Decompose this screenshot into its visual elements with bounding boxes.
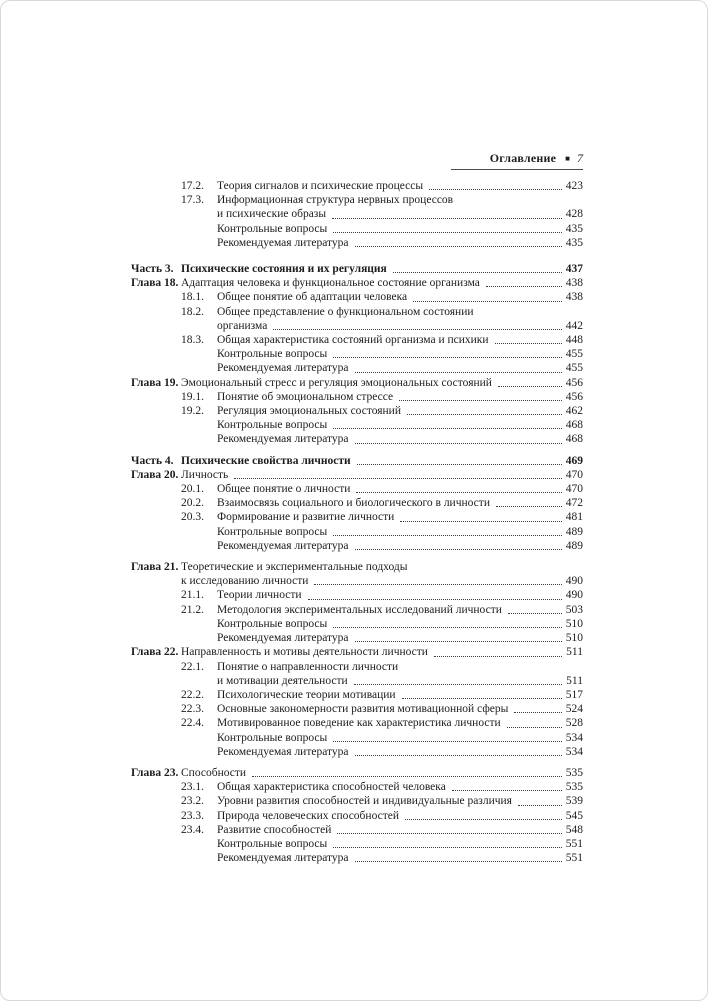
entry-label: 18.3. bbox=[181, 334, 204, 347]
dot-leader bbox=[495, 343, 562, 344]
dot-leader bbox=[429, 189, 562, 190]
toc-entry-section bbox=[131, 780, 583, 794]
toc-line bbox=[181, 207, 583, 221]
entry-page-number: 435 bbox=[565, 236, 583, 249]
toc-line bbox=[131, 376, 583, 390]
toc-line bbox=[181, 809, 583, 823]
toc-line bbox=[131, 645, 583, 659]
entry-page-number: 535 bbox=[565, 766, 583, 779]
entry-title: Контрольные вопросы bbox=[217, 419, 328, 432]
entry-page-number: 511 bbox=[566, 646, 583, 659]
toc-entry-extra bbox=[131, 837, 583, 851]
entry-label: 19.1. bbox=[181, 390, 204, 403]
entry-title: Регуляция эмоциональных состояний bbox=[217, 405, 401, 418]
entry-page-number: 470 bbox=[565, 468, 583, 481]
entry-page-number: 524 bbox=[565, 703, 583, 716]
entry-title: Общее представление о функциональном состоянии bbox=[217, 305, 474, 318]
toc-line bbox=[217, 525, 583, 539]
entry-page-number: 551 bbox=[565, 852, 583, 865]
toc-entry-section bbox=[131, 496, 583, 510]
entry-page-number: 489 bbox=[565, 525, 583, 538]
entry-title: Понятие об эмоциональном стрессе bbox=[217, 390, 394, 403]
toc-line bbox=[181, 603, 583, 617]
toc-line bbox=[131, 262, 583, 276]
toc-line bbox=[217, 851, 583, 865]
entry-label: 21.1. bbox=[181, 589, 204, 602]
entry-label: 22.4. bbox=[181, 717, 204, 730]
entry-label: 20.2. bbox=[181, 497, 204, 510]
entry-page-number: 456 bbox=[565, 376, 583, 389]
entry-page-number: 489 bbox=[565, 539, 583, 552]
entry-title: Контрольные вопросы bbox=[217, 731, 328, 744]
dot-leader bbox=[355, 246, 562, 247]
dot-leader bbox=[308, 599, 562, 600]
toc-line bbox=[181, 390, 583, 404]
entry-title: Основные закономерности развития мотивационной сферы bbox=[217, 703, 509, 716]
entry-label: 22.3. bbox=[181, 703, 204, 716]
entry-label: 22.2. bbox=[181, 688, 204, 701]
toc-entry-extra bbox=[131, 745, 583, 759]
toc-entry-section bbox=[131, 660, 583, 688]
dot-leader bbox=[333, 428, 562, 429]
dot-leader bbox=[399, 400, 562, 401]
entry-label: Глава 23. bbox=[131, 766, 179, 779]
dot-leader bbox=[333, 357, 562, 358]
toc-line bbox=[181, 660, 583, 674]
toc-entry-section bbox=[131, 305, 583, 333]
toc-entry-extra bbox=[131, 222, 583, 236]
toc-entry-section bbox=[131, 823, 583, 837]
entry-title: Общее понятие о личности bbox=[217, 483, 351, 496]
toc-line bbox=[217, 222, 583, 236]
entry-page-number: 548 bbox=[565, 823, 583, 836]
toc-entry-section bbox=[131, 510, 583, 524]
dot-leader bbox=[333, 232, 562, 233]
toc-entry-extra bbox=[131, 361, 583, 375]
entry-page-number: 539 bbox=[565, 795, 583, 808]
toc-line bbox=[181, 674, 583, 688]
entry-label: Часть 3. bbox=[131, 263, 174, 276]
entry-title: Рекомендуемая литература bbox=[217, 852, 349, 865]
toc-line bbox=[181, 823, 583, 837]
entry-label: Глава 21. bbox=[131, 561, 179, 574]
toc-entry-section bbox=[131, 603, 583, 617]
entry-title: организма bbox=[217, 319, 268, 332]
toc-line bbox=[131, 574, 583, 588]
toc-line bbox=[131, 560, 583, 574]
toc-line bbox=[181, 290, 583, 304]
toc-line bbox=[217, 539, 583, 553]
entry-label: 20.1. bbox=[181, 483, 204, 496]
entry-title: Личность bbox=[181, 468, 229, 481]
toc-entry-section bbox=[131, 193, 583, 221]
entry-title: Теории личности bbox=[217, 589, 302, 602]
entry-label: 17.3. bbox=[181, 194, 204, 207]
toc-line bbox=[217, 347, 583, 361]
entry-page-number: 490 bbox=[565, 589, 583, 602]
dot-leader bbox=[413, 301, 562, 302]
dot-leader bbox=[355, 443, 562, 444]
toc-entry-section bbox=[131, 588, 583, 602]
entry-title: Контрольные вопросы bbox=[217, 348, 328, 361]
toc-entry-extra bbox=[131, 418, 583, 432]
toc-line bbox=[181, 496, 583, 510]
toc-entry-chapter bbox=[131, 560, 583, 588]
dot-leader bbox=[333, 627, 562, 628]
entry-page-number: 551 bbox=[565, 837, 583, 850]
header-page-number: 7 bbox=[577, 151, 583, 165]
toc-line bbox=[131, 276, 583, 290]
entry-label: 17.2. bbox=[181, 180, 204, 192]
dot-leader bbox=[252, 776, 562, 777]
entry-title: Теория сигналов и психические процессы bbox=[217, 180, 424, 192]
entry-page-number: 423 bbox=[565, 180, 583, 192]
dot-leader bbox=[355, 641, 562, 642]
entry-label: 21.2. bbox=[181, 603, 204, 616]
entry-title: Понятие о направленности личности bbox=[217, 660, 399, 673]
toc-line bbox=[181, 510, 583, 524]
dot-leader bbox=[333, 741, 562, 742]
entry-label: 23.3. bbox=[181, 809, 204, 822]
entry-label: 18.2. bbox=[181, 305, 204, 318]
toc-line bbox=[217, 418, 583, 432]
dot-leader bbox=[393, 272, 562, 273]
entry-title: Теоретические и экспериментальные подходы bbox=[181, 561, 408, 574]
toc-line bbox=[131, 468, 583, 482]
entry-label: Глава 18. bbox=[131, 277, 179, 290]
entry-title: Рекомендуемая литература bbox=[217, 539, 349, 552]
dot-leader bbox=[405, 819, 562, 820]
entry-title: Уровни развития способностей и индивидуальные различия bbox=[217, 795, 512, 808]
dot-leader bbox=[434, 656, 562, 657]
entry-title: и психические образы bbox=[217, 208, 327, 221]
toc-entry-extra bbox=[131, 731, 583, 745]
toc-entry-section bbox=[131, 390, 583, 404]
entry-page-number: 503 bbox=[565, 603, 583, 616]
entry-page-number: 448 bbox=[565, 334, 583, 347]
dot-leader bbox=[314, 584, 561, 585]
entry-title: Рекомендуемая литература bbox=[217, 433, 349, 446]
entry-title: Адаптация человека и функциональное состояние организма bbox=[181, 277, 480, 290]
dot-leader bbox=[234, 478, 561, 479]
header-title: Оглавление bbox=[489, 151, 557, 165]
entry-title: Эмоциональный стресс и регуляция эмоциональных состояний bbox=[181, 376, 492, 389]
entry-title: Контрольные вопросы bbox=[217, 525, 328, 538]
entry-label: 22.1. bbox=[181, 660, 204, 673]
toc-entry-chapter bbox=[131, 376, 583, 390]
dot-leader bbox=[407, 414, 562, 415]
entry-page-number: 510 bbox=[565, 617, 583, 630]
entry-page-number: 468 bbox=[565, 433, 583, 446]
entry-page-number: 468 bbox=[565, 419, 583, 432]
toc-line bbox=[181, 780, 583, 794]
entry-title: Рекомендуемая литература bbox=[217, 362, 349, 375]
entry-page-number: 442 bbox=[565, 319, 583, 332]
toc-entry-section bbox=[131, 290, 583, 304]
entry-title: Рекомендуемая литература bbox=[217, 632, 349, 645]
entry-label: 18.1. bbox=[181, 291, 204, 304]
entry-title: Развитие способностей bbox=[217, 823, 332, 836]
toc-entry-extra bbox=[131, 617, 583, 631]
entry-page-number: 470 bbox=[565, 483, 583, 496]
entry-page-number: 534 bbox=[565, 745, 583, 758]
toc-entry-chapter bbox=[131, 645, 583, 659]
entry-page-number: 534 bbox=[565, 731, 583, 744]
entry-title: Направленность и мотивы деятельности личности bbox=[181, 646, 428, 659]
toc-entry-extra bbox=[131, 851, 583, 865]
entry-page-number: 437 bbox=[565, 263, 583, 276]
dot-leader bbox=[273, 329, 561, 330]
entry-title: Психологические теории мотивации bbox=[217, 688, 396, 701]
toc-entry-section bbox=[131, 702, 583, 716]
toc-entry-section bbox=[131, 482, 583, 496]
entry-page-number: 517 bbox=[565, 688, 583, 701]
toc-entry-extra bbox=[131, 525, 583, 539]
entry-page-number: 455 bbox=[565, 362, 583, 375]
toc-entry-section bbox=[131, 333, 583, 347]
toc-entry-part bbox=[131, 454, 583, 468]
entry-page-number: 510 bbox=[565, 632, 583, 645]
dot-leader bbox=[355, 372, 562, 373]
toc-entry-section bbox=[131, 688, 583, 702]
dot-leader bbox=[400, 521, 561, 522]
entry-title: Общая характеристика состояний организма и психики bbox=[217, 334, 489, 347]
dot-leader bbox=[355, 861, 562, 862]
toc-list bbox=[131, 179, 583, 865]
toc-line bbox=[181, 179, 583, 193]
header-separator-square-icon: ■ bbox=[565, 154, 570, 163]
dot-leader bbox=[355, 549, 562, 550]
toc-line bbox=[181, 319, 583, 333]
entry-title: Контрольные вопросы bbox=[217, 222, 328, 235]
page-header bbox=[451, 152, 583, 170]
toc-line bbox=[131, 454, 583, 468]
toc-line bbox=[181, 305, 583, 319]
dot-leader bbox=[452, 790, 562, 791]
toc-line bbox=[131, 766, 583, 780]
entry-page-number: 528 bbox=[565, 717, 583, 730]
toc-entry-section bbox=[131, 404, 583, 418]
toc-entry-chapter bbox=[131, 276, 583, 290]
dot-leader bbox=[518, 805, 562, 806]
toc-line bbox=[181, 404, 583, 418]
toc-line bbox=[181, 794, 583, 808]
toc-line bbox=[217, 631, 583, 645]
toc-entry-section bbox=[131, 179, 583, 193]
toc-entry-part bbox=[131, 262, 583, 276]
toc-entry-section bbox=[131, 809, 583, 823]
dot-leader bbox=[357, 464, 562, 465]
toc-line bbox=[181, 716, 583, 730]
entry-page-number: 511 bbox=[566, 674, 583, 687]
dot-leader bbox=[402, 698, 562, 699]
toc-line bbox=[217, 432, 583, 446]
entry-title: Рекомендуемая литература bbox=[217, 236, 349, 249]
toc-line bbox=[181, 193, 583, 207]
entry-label: 23.1. bbox=[181, 781, 204, 794]
dot-leader bbox=[355, 755, 562, 756]
entry-page-number: 535 bbox=[565, 781, 583, 794]
entry-label: Часть 4. bbox=[131, 454, 174, 467]
entry-label: 19.2. bbox=[181, 405, 204, 418]
dot-leader bbox=[337, 833, 561, 834]
entry-title: Общая характеристика способностей человека bbox=[217, 781, 446, 794]
entry-title: Взаимосвязь социального и биологического в личности bbox=[217, 497, 490, 510]
entry-title: Формирование и развитие личности bbox=[217, 511, 395, 524]
toc-line bbox=[181, 333, 583, 347]
entry-page-number: 469 bbox=[565, 454, 583, 467]
entry-title: Контрольные вопросы bbox=[217, 837, 328, 850]
toc-line bbox=[217, 837, 583, 851]
entry-page-number: 456 bbox=[565, 390, 583, 403]
entry-title: Психические состояния и их регуляция bbox=[181, 263, 387, 276]
dot-leader bbox=[332, 218, 562, 219]
entry-title: Способности bbox=[181, 766, 247, 779]
toc-line bbox=[217, 745, 583, 759]
toc-entry-extra bbox=[131, 347, 583, 361]
entry-label: Глава 22. bbox=[131, 646, 179, 659]
entry-page-number: 438 bbox=[565, 277, 583, 290]
entry-title: Информационная структура нервных процессов bbox=[217, 194, 454, 207]
entry-page-number: 490 bbox=[565, 575, 583, 588]
toc-line bbox=[217, 731, 583, 745]
entry-label: 23.4. bbox=[181, 823, 204, 836]
entry-title: Общее понятие об адаптации человека bbox=[217, 291, 408, 304]
toc-line bbox=[181, 702, 583, 716]
dot-leader bbox=[496, 506, 562, 507]
toc-entry-extra bbox=[131, 432, 583, 446]
toc-entry-chapter bbox=[131, 766, 583, 780]
entry-label: Глава 20. bbox=[131, 468, 179, 481]
entry-label: 20.3. bbox=[181, 511, 204, 524]
dot-leader bbox=[333, 535, 562, 536]
entry-title: к исследованию личности bbox=[181, 575, 309, 588]
entry-label: Глава 19. bbox=[131, 376, 179, 389]
entry-title: Природа человеческих способностей bbox=[217, 809, 399, 822]
entry-title: Мотивированное поведение как характеристика личности bbox=[217, 717, 501, 730]
toc-line bbox=[217, 617, 583, 631]
dot-leader bbox=[508, 613, 562, 614]
dot-leader bbox=[498, 386, 562, 387]
entry-page-number: 455 bbox=[565, 348, 583, 361]
toc-entry-extra bbox=[131, 631, 583, 645]
dot-leader bbox=[507, 727, 562, 728]
dot-leader bbox=[333, 847, 562, 848]
toc-entry-section bbox=[131, 794, 583, 808]
toc-line bbox=[217, 236, 583, 250]
toc-line bbox=[181, 688, 583, 702]
entry-page-number: 428 bbox=[565, 208, 583, 221]
entry-title: Рекомендуемая литература bbox=[217, 745, 349, 758]
entry-page-number: 438 bbox=[565, 291, 583, 304]
dot-leader bbox=[514, 712, 561, 713]
entry-page-number: 472 bbox=[565, 497, 583, 510]
toc-entry-chapter bbox=[131, 468, 583, 482]
dot-leader bbox=[356, 492, 561, 493]
entry-label: 23.2. bbox=[181, 795, 204, 808]
entry-page-number: 481 bbox=[565, 511, 583, 524]
dot-leader bbox=[486, 286, 562, 287]
toc-entry-section bbox=[131, 716, 583, 730]
toc-entry-extra bbox=[131, 539, 583, 553]
toc-entry-extra bbox=[131, 236, 583, 250]
entry-title: Методология экспериментальных исследований личности bbox=[217, 603, 502, 616]
entry-page-number: 545 bbox=[565, 809, 583, 822]
toc-line bbox=[181, 588, 583, 602]
entry-page-number: 435 bbox=[565, 222, 583, 235]
entry-page-number: 462 bbox=[565, 405, 583, 418]
dot-leader bbox=[354, 684, 563, 685]
entry-title: и мотивации деятельности bbox=[217, 674, 348, 687]
entry-title: Психические свойства личности bbox=[181, 454, 351, 467]
toc-line bbox=[217, 361, 583, 375]
toc-line bbox=[181, 482, 583, 496]
entry-title: Контрольные вопросы bbox=[217, 617, 328, 630]
